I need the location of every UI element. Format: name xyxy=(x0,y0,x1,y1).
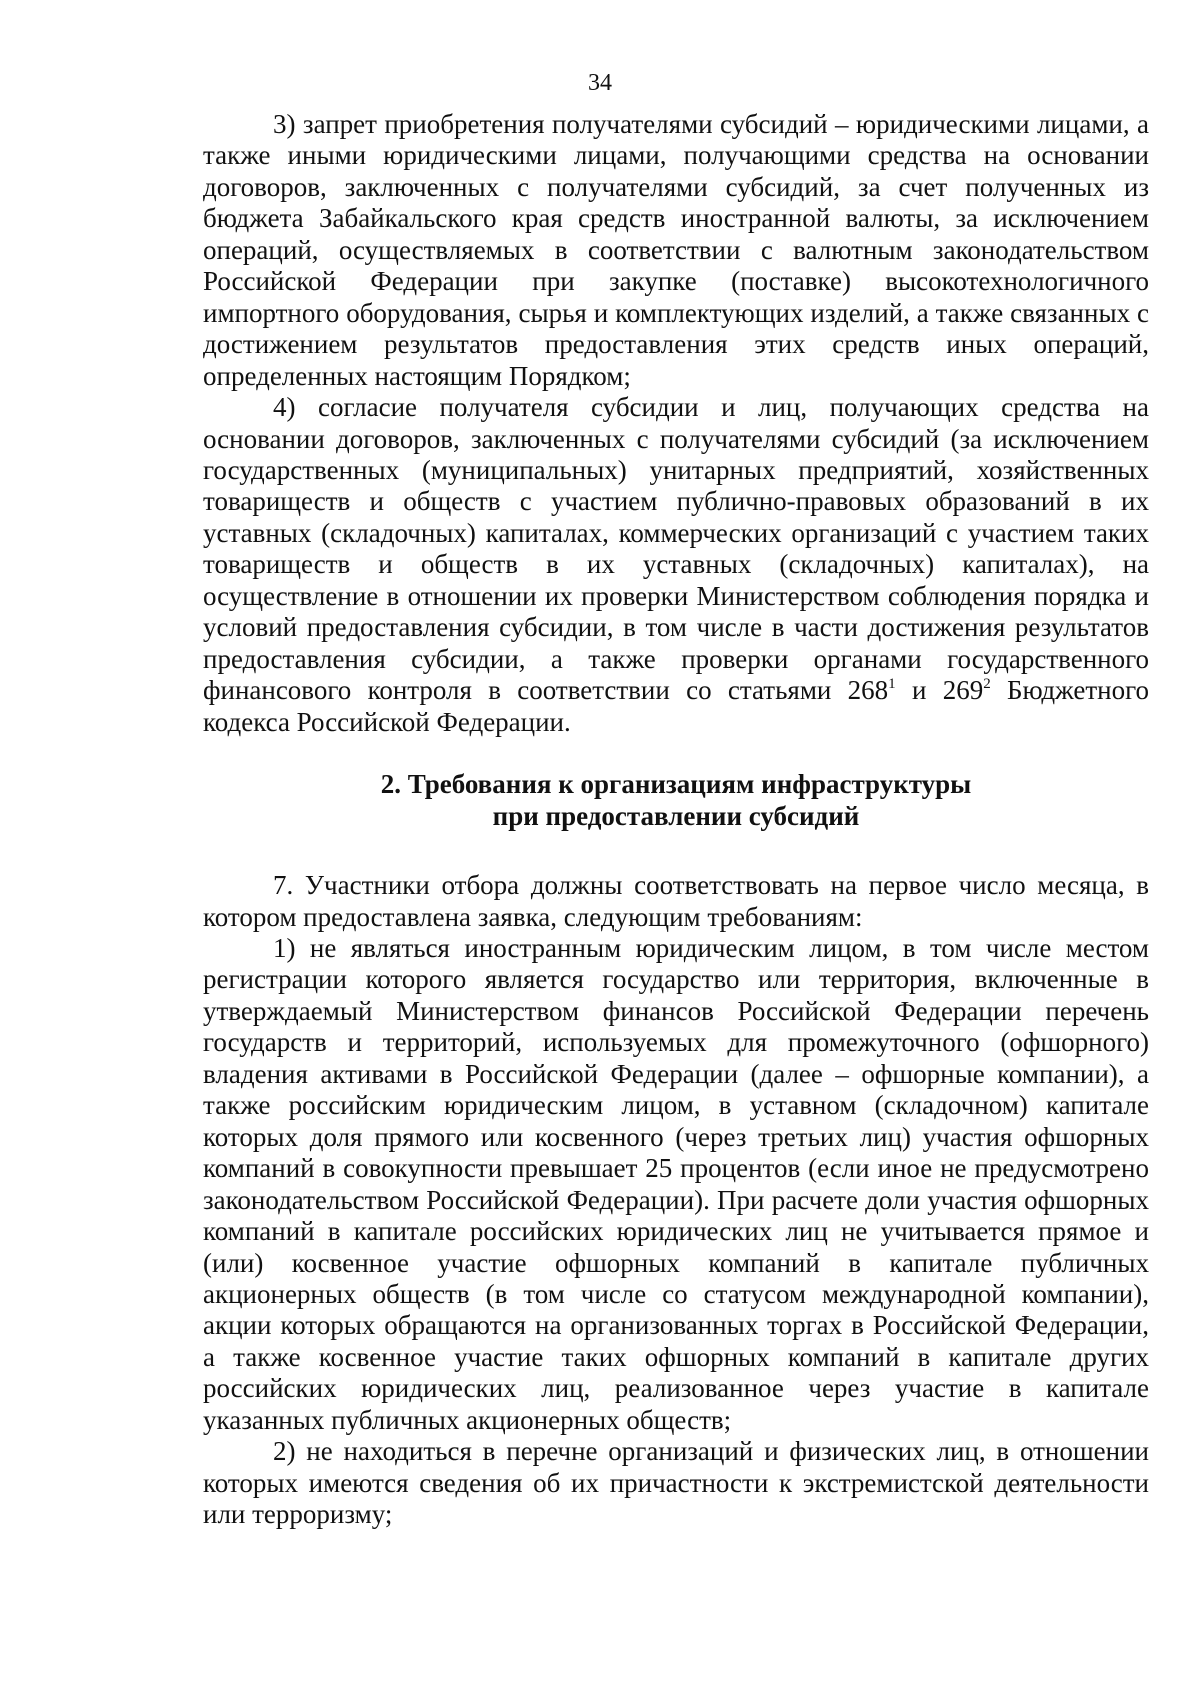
paragraph-item-4-ending: Бюджетного кодекса Российской Федерации. xyxy=(203,675,1149,737)
paragraph-clause-7: 7. Участники отбора должны соответствовать на первое число месяца, в котором предоставлена заявка, следующим требованиям: xyxy=(203,870,1149,932)
section-heading-line-1: 2. Требования к организациям инфраструктуры xyxy=(380,769,972,800)
article-269-superscript: 2 xyxy=(983,676,991,693)
paragraph-item-4 xyxy=(203,392,1149,738)
paragraph-requirement-2: 2) не находиться в перечне организаций и физических лиц, в отношении которых имеются сведения об их причастности к экстремистской деятельности или терроризму; xyxy=(203,1436,1149,1530)
conjunction-text: и xyxy=(895,675,943,706)
page-number: 34 xyxy=(588,70,612,96)
article-268-superscript: 1 xyxy=(888,676,896,693)
paragraph-item-4-text: 4) согласие получателя субсидии и лиц, получающих средства на основании договоров, заключенных с получателями субсидий (за исключением государственных (муниципальных) унитарных предприятий, хозяйственных товариществ и обществ с участием публично-правовых образований в их уставных (складочных) капиталах, коммерческих организаций с участием таких товариществ и обществ в их уставных (складочных) капиталах), на осуществление в отношении их проверки Министерством соблюдения порядка и условий предоставления субсидии, в том числе в части достижения результатов предоставления субсидии, а также проверки органами государственного финансового контроля в соответствии со статьями xyxy=(203,392,1149,706)
budget-code-article-269: 269 xyxy=(942,675,984,706)
document-body xyxy=(203,109,1149,1531)
section-heading xyxy=(203,768,1149,832)
paragraph-item-3: 3) запрет приобретения получателями субсидий – юридическими лицами, а также иными юридическими лицами, получающими средства на основании договоров, заключенных с получателями субсидий, за счет полученных из бюджета Забайкальского края средств иностранной валюты, за исключением операций, осуществляемых в соответствии с валютным законодательством Российской Федерации при закупке (поставке) высокотехнологичного импортного оборудования, сырья и комплектующих изделий, а также связанных с достижением результатов предоставления этих средств иных операций, определенных настоящим Порядком; xyxy=(203,109,1149,391)
section-heading-line-2: при предоставлении субсидий xyxy=(492,801,860,832)
paragraph-requirement-1: 1) не являться иностранным юридическим лицом, в том числе местом регистрации которого является государство или территория, включенные в утверждаемый Министерством финансов Российской Федерации перечень государств и территорий, используемых для промежуточного (офшорного) владения активами в Российской Федерации (далее – офшорные компании), а также российским юридическим лицом, в уставном (складочном) капитале которых доля прямого или косвенного (через третьих лиц) участия офшорных компаний в совокупности превышает 25 процентов (если иное не предусмотрено законодательством Российской Федерации). При расчете доли участия офшорных компаний в капитале российских юридических лиц не учитывается прямое и (или) косвенное участие офшорных компаний в капитале публичных акционерных обществ (в том числе со статусом международной компании), акции которых обращаются на организованных торгах в Российской Федерации, а также косвенное участие таких офшорных компаний в капитале других российских юридических лиц, реализованное через участие в капитале указанных публичных акционерных обществ; xyxy=(203,932,1149,1435)
budget-code-article-268: 268 xyxy=(847,675,889,706)
